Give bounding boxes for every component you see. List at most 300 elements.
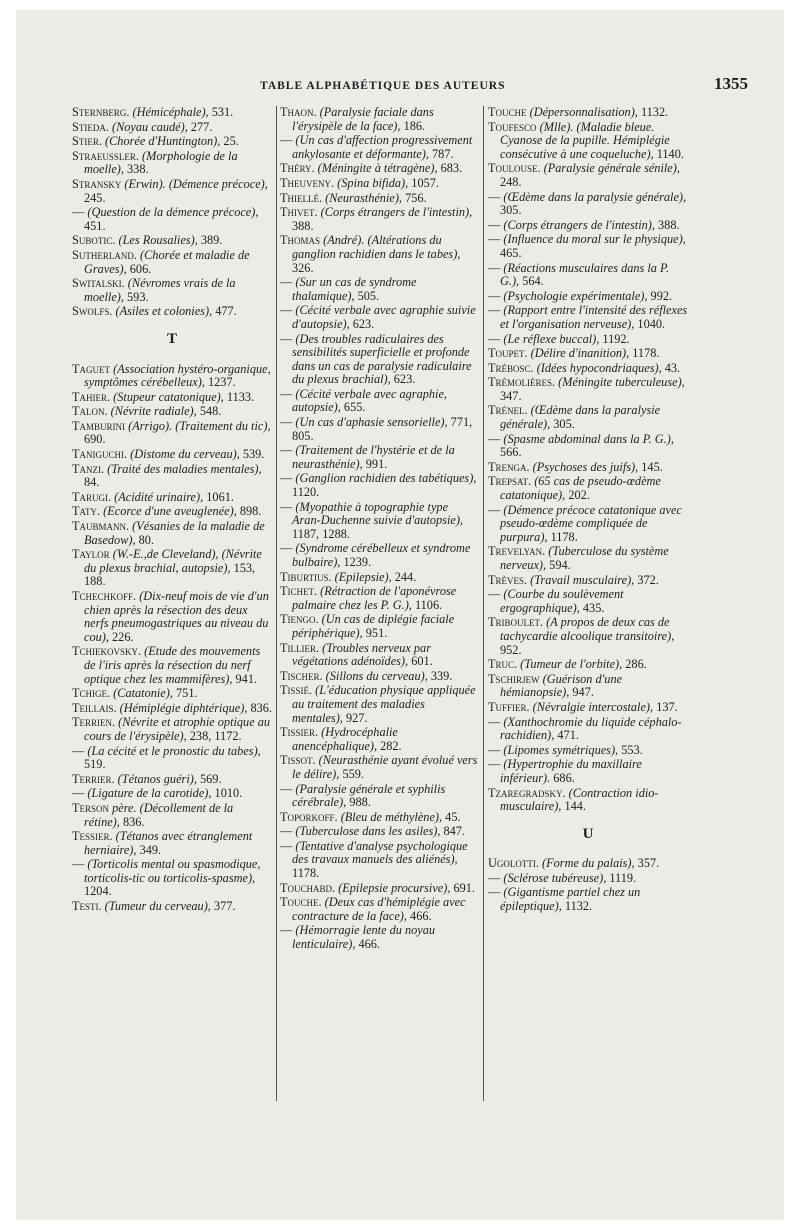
author-name: Tiburtius.: [280, 569, 332, 584]
page-reference: 347.: [500, 388, 522, 403]
index-entry: [72, 391, 272, 405]
index-entry: [72, 773, 272, 787]
index-entry: [488, 219, 688, 233]
author-name: Tchiekovsky.: [72, 644, 142, 659]
index-entry: [72, 420, 272, 447]
entry-title: (Démence précoce catatonique avec pseudo-œdème compliquée de purpura),: [500, 502, 682, 544]
index-entry: [72, 106, 272, 120]
author-name: Taty.: [72, 504, 101, 519]
author-name: Trémolières.: [488, 375, 556, 390]
page-reference: 898.: [239, 504, 262, 519]
index-entry: [488, 504, 688, 545]
entry-title: (Névrite et atrophie optique au cours de l'érysipèle),: [84, 715, 271, 743]
index-entry: [488, 290, 688, 304]
index-entry: [488, 857, 688, 871]
entry-title: (Le réflexe buccal),: [503, 331, 600, 346]
page-reference: 248.: [500, 174, 522, 189]
index-entry: [280, 924, 478, 951]
page-reference: 226.: [112, 629, 134, 644]
entry-title: (Sur un cas de syndrome thalamique),: [292, 275, 417, 303]
running-head: TABLE ALPHABÉTIQUE DES AUTEURS: [260, 80, 506, 92]
page-reference: 519.: [84, 757, 106, 772]
author-name: Terrien.: [72, 715, 116, 730]
index-entry: [488, 574, 688, 588]
author-name: Theuveny.: [280, 175, 335, 190]
page-reference: 349.: [139, 842, 162, 857]
index-entry: [280, 684, 478, 725]
page-reference: 357.: [637, 856, 660, 871]
index-entry: [280, 840, 478, 881]
author-name: —: [488, 885, 501, 900]
author-name: —: [72, 205, 85, 220]
entry-title: (Corps étrangers de l'intestin),: [503, 217, 655, 232]
entry-title: (Courbe du soulèvement ergographique),: [500, 587, 624, 615]
entry-title: (Erwin). (Démence précoce),: [124, 176, 268, 191]
author-name: Tarugi.: [72, 489, 112, 504]
index-entry: [72, 702, 272, 716]
page-reference: 564.: [522, 274, 544, 289]
index-entry: [72, 150, 272, 177]
index-entry: [280, 642, 478, 669]
index-entry: [280, 416, 478, 443]
author-name: Toufesco: [488, 119, 537, 134]
page-reference: 623.: [393, 372, 416, 387]
index-entry: [488, 233, 688, 260]
page-reference: 947.: [572, 685, 594, 700]
author-name: Taniguchi.: [72, 447, 128, 462]
author-name: Stieda.: [72, 119, 109, 134]
author-name: Switalski.: [72, 276, 125, 291]
page-reference: 286.: [625, 657, 647, 672]
index-entry: [488, 744, 688, 758]
entry-title: (Tétanos avec étranglement herniaire),: [84, 829, 253, 857]
index-entry: [280, 106, 478, 133]
author-name: —: [488, 431, 501, 446]
entry-title: (Rétraction de l'aponévrose palmaire chez les P. G.),: [292, 584, 457, 612]
index-entry: [280, 783, 478, 810]
page-header: [60, 74, 772, 98]
entry-title: (Paralysie faciale dans l'érysipèle de la face),: [292, 105, 434, 133]
page-reference: 388.: [292, 218, 314, 233]
entry-title: (Paralysie générale sénile),: [543, 161, 680, 176]
section-letter: T: [166, 330, 177, 347]
page-reference: 1237.: [207, 375, 236, 390]
page-reference: 683.: [440, 161, 463, 176]
entry-title: (Distome du cerveau),: [130, 447, 240, 462]
index-entry: [72, 249, 272, 276]
entry-title: (Hydrocéphalie anencéphalique),: [292, 725, 398, 753]
author-name: —: [280, 133, 293, 148]
entry-title: (W.-E.,de Cleveland), (Névrite du plexus brachial, autopsie),: [84, 547, 262, 575]
author-name: Toulouse.: [488, 161, 541, 176]
page-reference: 594.: [549, 558, 571, 572]
author-name: —: [488, 189, 501, 204]
entry-title: (Hypertrophie du maxillaire inférieur).: [500, 757, 642, 785]
entry-title: (Tétanos guéri),: [117, 771, 197, 786]
entry-title: (Méningite tuberculeuse),: [558, 375, 685, 390]
entry-title: père. (Décollement de la rétine),: [84, 800, 234, 829]
page-reference: 244.: [394, 569, 417, 584]
page-reference: 1239.: [343, 555, 372, 569]
page-reference: 756.: [405, 190, 427, 205]
author-name: Straeussler.: [72, 148, 139, 163]
index-entry: [280, 825, 478, 839]
page-reference: 991.: [365, 456, 388, 471]
author-name: —: [280, 499, 293, 514]
page-reference: 1133.: [226, 389, 255, 404]
page-reference: 847.: [443, 824, 466, 839]
page-reference: 466.: [358, 937, 381, 952]
index-entry: [488, 347, 688, 361]
index-entry: [280, 472, 478, 499]
index-entry: [280, 571, 478, 585]
author-name: Tiengo.: [280, 612, 319, 627]
page-reference: 305.: [553, 417, 575, 432]
author-name: Trenga.: [488, 459, 530, 474]
page-reference: 771, 805.: [292, 415, 473, 443]
page-reference: 1040.: [637, 316, 666, 331]
entry-title: (Myopathie à topographie type Aran-Duchenne suivie d'autopsie),: [292, 499, 463, 528]
entry-title: (Guérison d'une hémianopsie),: [500, 671, 623, 700]
index-entry: [488, 304, 688, 331]
page-reference: 144.: [564, 799, 586, 814]
index-entry: [72, 830, 272, 857]
entry-title: (Psychoses des juifs),: [532, 459, 639, 474]
entry-title: (Traitement de l'hystérie et de la neurasthénie),: [292, 443, 455, 471]
entry-title: (Deux cas d'hémiplégie avec contracture de la face),: [292, 895, 466, 923]
entry-title: (Tumeur de l'orbite),: [520, 657, 623, 672]
entry-title: (Epilepsie procursive),: [338, 880, 451, 895]
entry-title: (Tentative d'analyse psychologique des travaux manuels des aliénés),: [292, 838, 468, 867]
page-reference: 43.: [664, 360, 681, 375]
author-name: Tillier.: [280, 640, 320, 655]
author-name: Taubmann.: [72, 519, 130, 534]
page-reference: 992.: [650, 288, 673, 303]
index-entry: [72, 505, 272, 519]
entry-title: (Mlle). (Maladie bleue. Cyanose de la pupille. Hémiplégie consécutive à une coqueluche),: [500, 119, 670, 161]
entry-title: (Tuberculose du système nerveux),: [500, 544, 669, 572]
author-name: —: [280, 824, 293, 839]
entry-title: (Dépersonnalisation),: [529, 105, 638, 119]
entry-title: (Hémicéphale),: [132, 105, 209, 119]
author-name: —: [488, 587, 501, 602]
entry-title: (Un cas d'aphasie sensorielle),: [295, 415, 448, 430]
author-name: Tchechkoff.: [72, 589, 137, 603]
page-reference: 45.: [445, 809, 461, 824]
index-entry: [488, 333, 688, 347]
index-entry: [280, 134, 478, 161]
entry-title: (Travail musculaire),: [530, 572, 635, 587]
index-entry: [72, 405, 272, 419]
entry-title: (Un cas d'affection progressivement ankylosante et déformante),: [292, 133, 473, 161]
index-entry: [280, 276, 478, 303]
entry-title: (Tuberculose dans les asiles),: [295, 824, 441, 839]
index-entry: [280, 754, 478, 781]
author-name: Tischer.: [280, 668, 323, 683]
entry-title: (Œdème dans la paralysie générale),: [500, 403, 661, 432]
entry-title: (Syndrome cérébelleux et syndrome bulbaire),: [292, 541, 471, 569]
page-reference: 1061.: [206, 489, 234, 504]
entry-title: (Ganglion rachidien des tabétiques),: [295, 471, 477, 486]
entry-title: (Délire d'inanition),: [530, 346, 630, 361]
page-reference: 145.: [641, 459, 663, 474]
entry-title: (Rapport entre l'intensité des réflexes et l'organisation nerveuse),: [500, 303, 688, 331]
page-reference: 202.: [568, 488, 590, 503]
index-entry: [488, 545, 688, 572]
index-entry: [72, 787, 272, 801]
author-name: Tessier.: [72, 829, 113, 844]
author-name: —: [488, 303, 501, 318]
entry-title: (André). (Altérations du ganglion rachidien dans le tabes),: [292, 233, 461, 261]
index-entry: [488, 433, 688, 460]
entry-title: (Dix-neuf mois de vie d'un chien après la résection des deux nerfs pneumogastriques au niveau du cou),: [84, 589, 269, 644]
page-reference: 277.: [190, 119, 213, 134]
page-reference: 686.: [553, 770, 575, 785]
page-reference: 751.: [176, 686, 198, 701]
entry-title: (Psychologie expérimentale),: [503, 288, 648, 303]
page-reference: 1132.: [640, 105, 669, 119]
entry-title: (La cécité et le pronostic du tabes),: [87, 743, 261, 758]
author-name: Sutherland.: [72, 247, 137, 262]
page-reference: 1187, 1288.: [292, 526, 350, 541]
page-reference: 137.: [656, 699, 678, 714]
entry-title: (Névralgie intercostale),: [532, 699, 654, 714]
entry-title: (Des troubles radiculaires des sensibilités superficielle et profonde dans un cas de paralysie radiculaire du plexus brachial),: [292, 331, 472, 387]
page-reference: 1178.: [632, 346, 660, 361]
author-name: —: [280, 541, 293, 556]
author-name: —: [280, 471, 293, 486]
author-name: Taguet: [72, 361, 111, 376]
page-reference: 1057.: [411, 175, 439, 190]
index-entry: [72, 178, 272, 205]
page-reference: 601.: [411, 654, 433, 669]
index-entry: [280, 501, 478, 542]
page-reference: 451.: [84, 218, 106, 233]
index-entry: [488, 262, 688, 289]
author-name: Toporkoff.: [280, 809, 338, 824]
entry-title: (Contraction idio-musculaire),: [500, 785, 659, 814]
page-reference: 25.: [223, 134, 239, 149]
index-entry: [280, 388, 478, 415]
entry-title: (Réactions musculaires dans la P. G.),: [500, 260, 670, 289]
entry-title: (Paralysie générale et syphilis cérébrale),: [292, 781, 446, 810]
page-reference: 566.: [500, 445, 522, 460]
page-reference: 836.: [250, 700, 272, 715]
entry-title: (Névromes vrais de la moelle),: [84, 276, 236, 304]
index-entry: [280, 444, 478, 471]
entry-title: (Morphologie de la moelle),: [84, 148, 238, 177]
author-name: Terrier.: [72, 771, 115, 786]
index-entry: [72, 121, 272, 135]
index-entry: [72, 305, 272, 319]
author-name: —: [280, 331, 293, 346]
author-name: Tichet.: [280, 584, 318, 599]
entry-title: (Œdème dans la paralysie générale),: [503, 189, 687, 204]
entry-title: (Association hystéro-organique, symptômes cérébelleux),: [84, 361, 271, 390]
page-reference: 339.: [430, 668, 453, 683]
index-entry: [488, 701, 688, 715]
index-entry: [488, 658, 688, 672]
author-name: Tchige.: [72, 686, 111, 701]
page-reference: 655.: [343, 400, 366, 415]
author-name: Tissier.: [280, 725, 319, 740]
page-reference: 569.: [200, 771, 222, 786]
page-reference: 471.: [557, 728, 579, 743]
entry-title: (Gigantisme partiel chez un épileptique),: [500, 885, 641, 914]
index-entry: [280, 613, 478, 640]
index-entry: [280, 192, 478, 206]
index-entry: [488, 616, 688, 657]
entry-title: (Neurasthénie ayant évolué vers le délire),: [292, 753, 478, 781]
entry-title: (Hémorragie lente du noyau lenticulaire),: [292, 923, 436, 952]
page-reference: 1140.: [656, 146, 684, 161]
author-name: Sternberg.: [72, 105, 130, 119]
page-reference: 80.: [138, 532, 155, 547]
entry-title: (Asiles et colonies),: [115, 304, 213, 319]
author-name: Touche: [488, 105, 527, 119]
entry-title: (Bleu de méthylène),: [340, 809, 443, 824]
author-name: —: [280, 923, 293, 938]
index-entry: [72, 234, 272, 248]
page-reference: 1132.: [564, 899, 593, 914]
author-name: Talon.: [72, 404, 108, 419]
author-name: —: [280, 838, 293, 853]
author-name: Théry.: [280, 161, 315, 176]
entry-title: (Hémiplégie diphtérique),: [119, 700, 248, 715]
page-reference: 1010.: [214, 786, 243, 801]
index-entry: [280, 304, 478, 331]
index-entry: [72, 363, 272, 390]
author-name: Terson: [72, 800, 110, 815]
page-reference: 1204.: [84, 884, 112, 899]
author-name: Tuffier.: [488, 699, 530, 714]
entry-title: (Catatonie),: [113, 686, 173, 701]
author-name: Stier.: [72, 134, 102, 149]
author-name: Trepsat.: [488, 474, 532, 489]
page-number: 1355: [714, 74, 748, 93]
page-reference: 388.: [658, 217, 680, 232]
page-reference: 389.: [200, 233, 223, 248]
author-name: Tahier.: [72, 389, 111, 404]
page-reference: 952.: [500, 642, 522, 657]
page-reference: 465.: [500, 245, 522, 260]
entry-title: (Forme du palais),: [542, 856, 635, 871]
page-reference: 787.: [432, 146, 454, 161]
page-reference: 691.: [453, 880, 476, 895]
page-reference: 836.: [122, 814, 145, 829]
page-reference: 606.: [129, 261, 152, 276]
index-entry: [488, 673, 688, 700]
entry-title: (L'éducation physique appliquée au traitement des maladies mentales),: [292, 683, 476, 725]
page-reference: 927.: [345, 710, 368, 725]
index-entry: [488, 376, 688, 403]
index-entry: [488, 872, 688, 886]
author-name: —: [488, 742, 501, 757]
author-name: Toupet.: [488, 346, 528, 361]
page-reference: 539.: [242, 447, 265, 462]
page-reference: 435.: [582, 600, 605, 615]
page-reference: 84.: [84, 475, 100, 490]
author-name: Touchabd.: [280, 880, 336, 895]
author-name: Stransky: [72, 176, 122, 191]
author-name: Teillais.: [72, 700, 117, 715]
author-name: Truc.: [488, 657, 518, 672]
index-entry: [280, 234, 478, 275]
page-reference: 338.: [127, 162, 149, 177]
author-name: —: [488, 217, 501, 232]
index-entry: [488, 758, 688, 785]
index-entry: [488, 362, 688, 376]
author-name: —: [488, 232, 501, 247]
page-reference: 623.: [352, 316, 375, 331]
author-name: —: [280, 303, 293, 318]
index-entry: [488, 787, 688, 814]
author-name: Tamburini: [72, 418, 126, 433]
entry-title: (65 cas de pseudo-œdème catatonique),: [500, 474, 661, 503]
entry-title: (Corps étrangers de l'intestin),: [320, 205, 473, 220]
author-name: Trébosc.: [488, 360, 534, 375]
page-reference: 377.: [213, 899, 236, 914]
index-entry: [72, 858, 272, 899]
author-name: Tissot.: [280, 753, 316, 768]
entry-title: (Torticolis mental ou spasmodique, torticolis-tic ou torticolis-spasme),: [84, 857, 261, 885]
index-entry: [488, 886, 688, 913]
entry-title: (Arrigo). (Traitement du tic),: [128, 418, 271, 433]
column-3: [488, 106, 688, 915]
index-entry: [72, 900, 272, 914]
author-name: Trèves.: [488, 572, 528, 587]
index-entry: [280, 726, 478, 753]
author-name: Touche.: [280, 895, 322, 910]
entry-title: (Stupeur catatonique),: [113, 389, 224, 404]
entry-title: (Ligature de la carotide),: [87, 786, 212, 801]
index-entry: [72, 687, 272, 701]
index-entry: [280, 162, 478, 176]
author-name: —: [488, 502, 501, 517]
author-name: Triboulet.: [488, 615, 544, 630]
index-entry: [72, 491, 272, 505]
index-entry: [280, 206, 478, 233]
author-name: —: [488, 757, 501, 772]
page-reference: 951.: [365, 625, 388, 640]
author-name: —: [280, 275, 293, 290]
index-entry: [72, 716, 272, 743]
entry-title: (Etude des mouvements de l'iris après la résection du nerf optique chez les mammifères),: [84, 644, 261, 686]
entry-title: (Chorée d'Huntington),: [105, 134, 221, 149]
entry-title: (Acidité urinaire),: [114, 489, 204, 504]
index-entry: [280, 670, 478, 684]
author-name: Thivet.: [280, 205, 318, 220]
entry-title: (Tumeur du cerveau),: [104, 899, 211, 914]
entry-title: (Spina bifida),: [337, 175, 409, 190]
author-name: Taylor: [72, 547, 110, 562]
entry-title: (Lipomes symétriques),: [503, 742, 619, 757]
page-reference: 372.: [637, 572, 659, 587]
page-reference: 1192.: [602, 331, 630, 346]
page-reference: 593.: [127, 289, 149, 304]
page-reference: 1106.: [414, 597, 443, 612]
page-reference: 238, 1172.: [189, 728, 242, 743]
entry-title: (Méningite à tétragène),: [317, 161, 438, 176]
index-entry: [280, 811, 478, 825]
index-entry: [72, 463, 272, 490]
entry-title: (Idées hypocondriaques),: [536, 360, 662, 375]
author-name: —: [72, 857, 85, 872]
author-name: —: [280, 443, 293, 458]
author-name: —: [488, 714, 501, 729]
entry-title: (Noyau caudé),: [111, 119, 188, 134]
entry-title: (Sillons du cerveau),: [325, 668, 428, 683]
